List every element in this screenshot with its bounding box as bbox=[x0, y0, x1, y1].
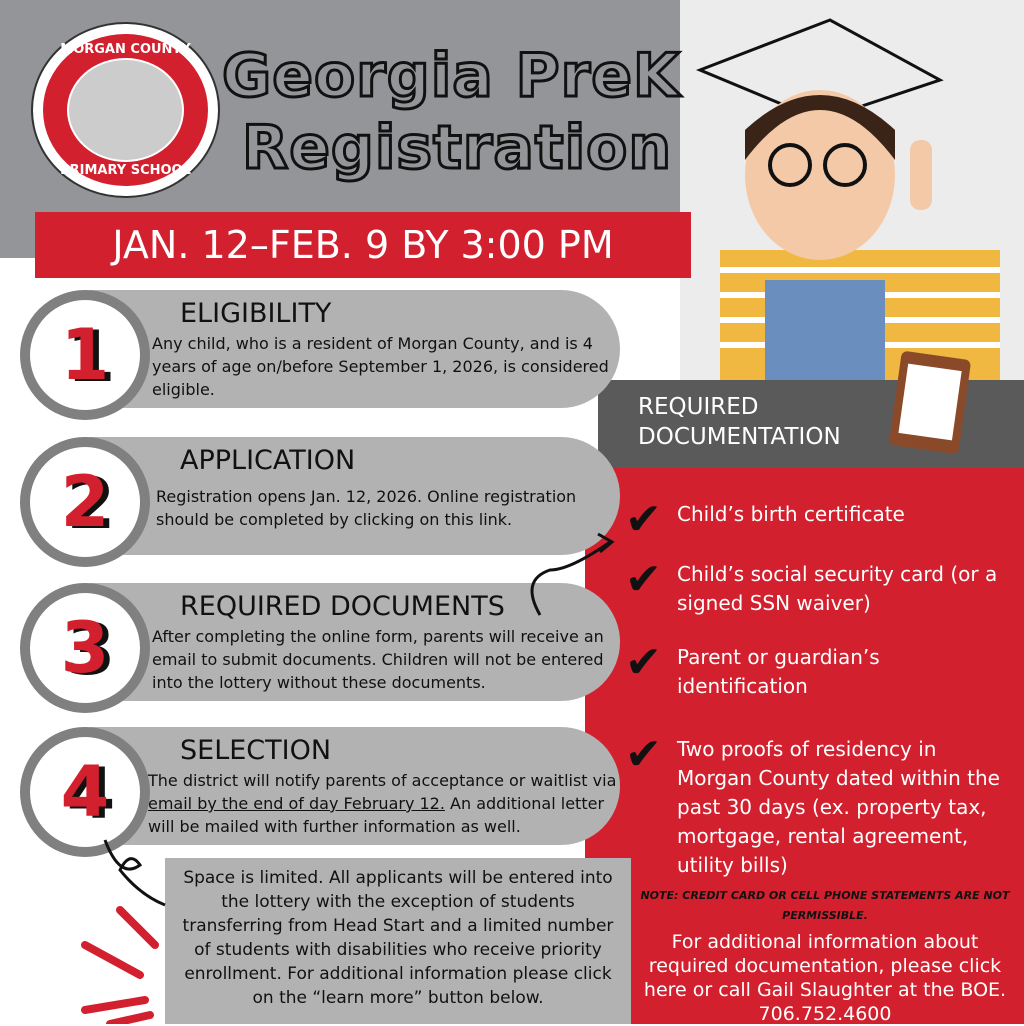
phone-number[interactable]: 706.752.4600 bbox=[758, 1003, 892, 1025]
checkmark-icon: ✔ bbox=[625, 554, 662, 605]
school-logo bbox=[33, 24, 218, 196]
step-eligibility bbox=[20, 290, 620, 410]
step-number: 1 bbox=[60, 314, 110, 396]
step-number: 3 bbox=[60, 607, 110, 689]
doc-item bbox=[625, 494, 1015, 545]
note-text: NOTE: CREDIT CARD OR CELL PHONE STATEMENTS ARE NOT PERMISSIBLE. bbox=[640, 889, 1010, 922]
step-body-text: The district will notify parents of acceptance or waitlist via bbox=[148, 771, 617, 790]
additional-info-link[interactable]: For additional information about required documentation, please click here or call Gail Slaughter at the BOE. bbox=[643, 931, 1007, 1001]
registration-link[interactable]: Registration opens Jan. 12, 2026. Online registration should be completed by clicking on this link. bbox=[156, 487, 577, 529]
logo-top-text: MORGAN COUNTY bbox=[60, 42, 191, 57]
checkmark-icon: ✔ bbox=[625, 637, 662, 688]
logo-bottom-text: PRIMARY SCHOOL bbox=[60, 163, 191, 178]
page-title bbox=[222, 40, 680, 184]
additional-info bbox=[630, 930, 1020, 1026]
doc-item bbox=[625, 554, 1015, 618]
arrow-icons bbox=[100, 520, 620, 920]
step-title: SELECTION bbox=[180, 735, 332, 766]
step-title: APPLICATION bbox=[180, 445, 356, 476]
date-banner: JAN. 12–FEB. 9 BY 3:00 PM bbox=[35, 212, 691, 278]
step-number: 2 bbox=[60, 461, 110, 543]
email-date-link: email by the end of day February 12. bbox=[148, 794, 445, 813]
step-title: REQUIRED DOCUMENTS bbox=[180, 591, 505, 622]
doc-item-text: Child’s birth certificate bbox=[677, 502, 905, 526]
space-limited-notice: Space is limited. All applicants will be entered into the lottery with the exception of students transferring from Head Start and a limited number of students with disabilities who receive priority enrollment. For additional information please click on the “learn more” button below. bbox=[165, 858, 631, 1024]
required-documentation-heading: REQUIRED DOCUMENTATION bbox=[598, 380, 1024, 468]
doc-item-text: Child’s social security card (or a signed SSN waiver) bbox=[677, 562, 998, 615]
title-line-2: Registration bbox=[242, 113, 673, 183]
step-body-text: An additional letter will be mailed with further information as well. bbox=[148, 794, 605, 836]
child-photo bbox=[680, 0, 1024, 380]
step-number: 4 bbox=[60, 751, 110, 833]
checkmark-icon: ✔ bbox=[625, 729, 662, 780]
step-body: After completing the online form, parents will receive an email to submit documents. Children will not be entered into the lottery without these documents. bbox=[152, 627, 604, 692]
doc-item-text: Parent or guardian’s identification bbox=[677, 645, 880, 698]
title-line-1: Georgia PreK bbox=[222, 41, 681, 111]
doc-item bbox=[625, 729, 1015, 880]
clipboard-icon bbox=[889, 351, 972, 455]
step-title: ELIGIBILITY bbox=[180, 298, 332, 329]
checkmark-icon: ✔ bbox=[625, 494, 662, 545]
step-body: Any child, who is a resident of Morgan County, and is 4 years of age on/before September 1, 2026, is considered eligible. bbox=[152, 334, 609, 399]
doc-item bbox=[625, 637, 1015, 701]
doc-item-text: Two proofs of residency in Morgan County dated within the past 30 days (ex. property tax, mortgage, rental agreement, utility bills) bbox=[677, 737, 1000, 877]
